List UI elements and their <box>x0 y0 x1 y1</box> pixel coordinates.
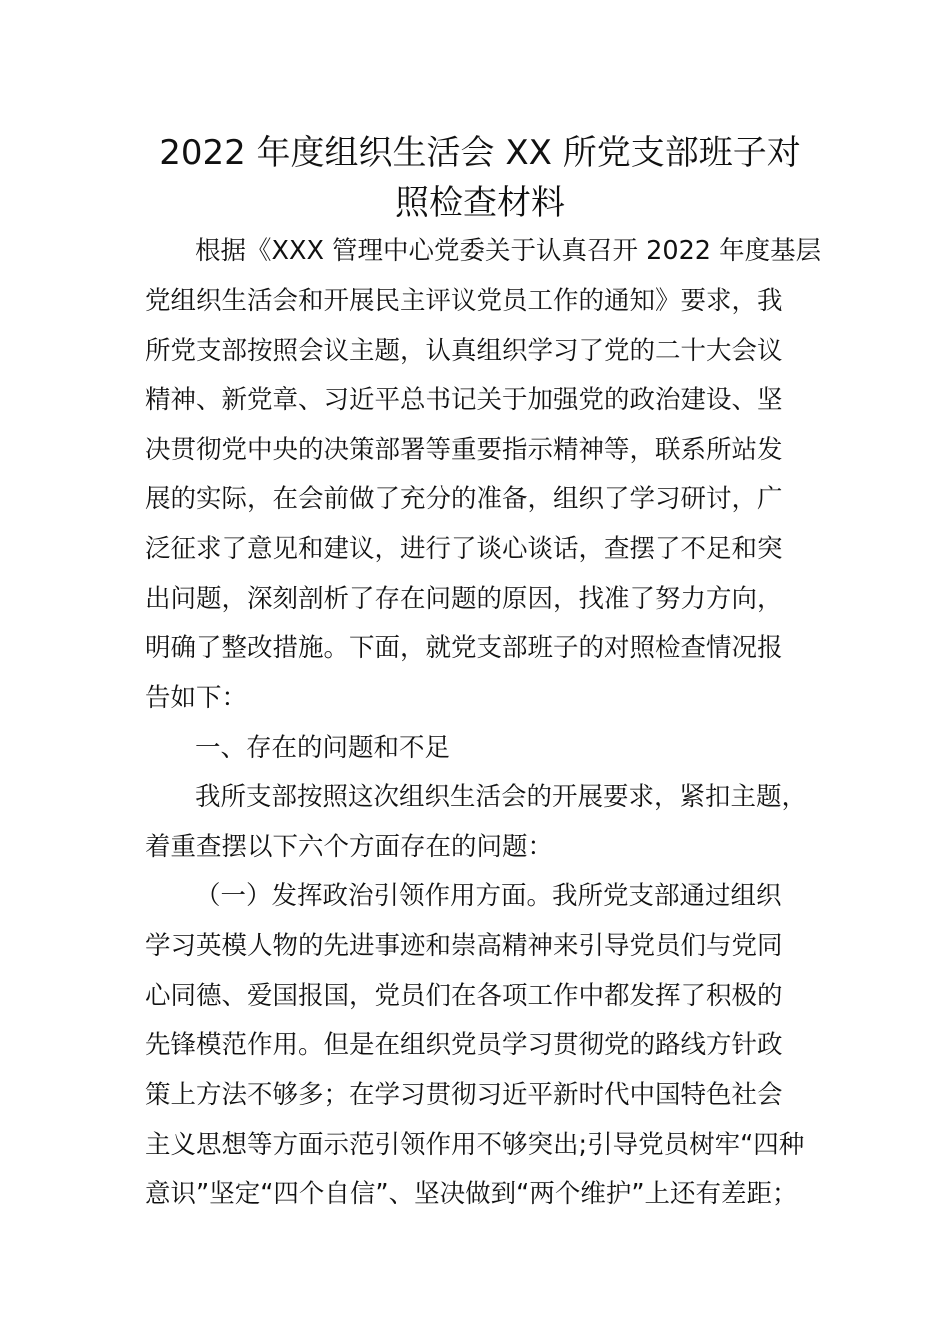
paragraph-line: 心同德、爱国报国，党员们在各项工作中都发挥了积极的 <box>145 981 783 1011</box>
paragraph-line: 我所支部按照这次组织生活会的开展要求，紧扣主题， <box>195 782 808 812</box>
paragraph-line: 告如下： <box>145 683 248 713</box>
paragraph-line: 着重查摆以下六个方面存在的问题： <box>145 832 554 862</box>
paragraph-line: 学习英模人物的先进事迹和崇高精神来引导党员们与党同 <box>145 931 783 961</box>
paragraph-line: 明确了整改措施。下面，就党支部班子的对照检查情况报 <box>145 633 783 663</box>
paragraph-line: 策上方法不够多；在学习贯彻习近平新时代中国特色社会 <box>145 1080 783 1110</box>
paragraph-line: 意识”坚定“四个自信”、坚决做到“两个维护”上还有差距； <box>145 1179 798 1209</box>
document-title <box>140 128 820 228</box>
paragraph-line: 先锋模范作用。但是在组织党员学习贯彻党的路线方针政 <box>145 1030 783 1060</box>
section-heading: 一、存在的问题和不足 <box>195 733 451 763</box>
paragraph-line: 所党支部按照会议主题，认真组织学习了党的二十大会议 <box>145 336 783 366</box>
title-line-2: 照检查材料 <box>395 183 565 223</box>
paragraph-line: 决贯彻党中央的决策部署等重要指示精神等，联系所站发 <box>145 435 783 465</box>
paragraph-line: 展的实际，在会前做了充分的准备，组织了学习研讨，广 <box>145 484 783 514</box>
paragraph-line: 泛征求了意见和建议，进行了谈心谈话，查摆了不足和突 <box>145 534 783 564</box>
paragraph-line: 精神、新党章、习近平总书记关于加强党的政治建设、坚 <box>145 385 783 415</box>
paragraph-line: 出问题，深刻剖析了存在问题的原因，找准了努力方向， <box>145 584 783 614</box>
title-line-1: 2022 年度组织生活会 XX 所党支部班子对 <box>159 133 801 173</box>
subsection-line: （一）发挥政治引领作用方面。我所党支部通过组织 <box>195 881 782 911</box>
paragraph-line: 党组织生活会和开展民主评议党员工作的通知》要求，我 <box>145 286 783 316</box>
paragraph-line: 根据《XXX 管理中心党委关于认真召开 2022 年度基层 <box>195 236 822 266</box>
paragraph-line: 主义思想等方面示范引领作用不够突出;引导党员树牢“四种 <box>145 1130 805 1160</box>
